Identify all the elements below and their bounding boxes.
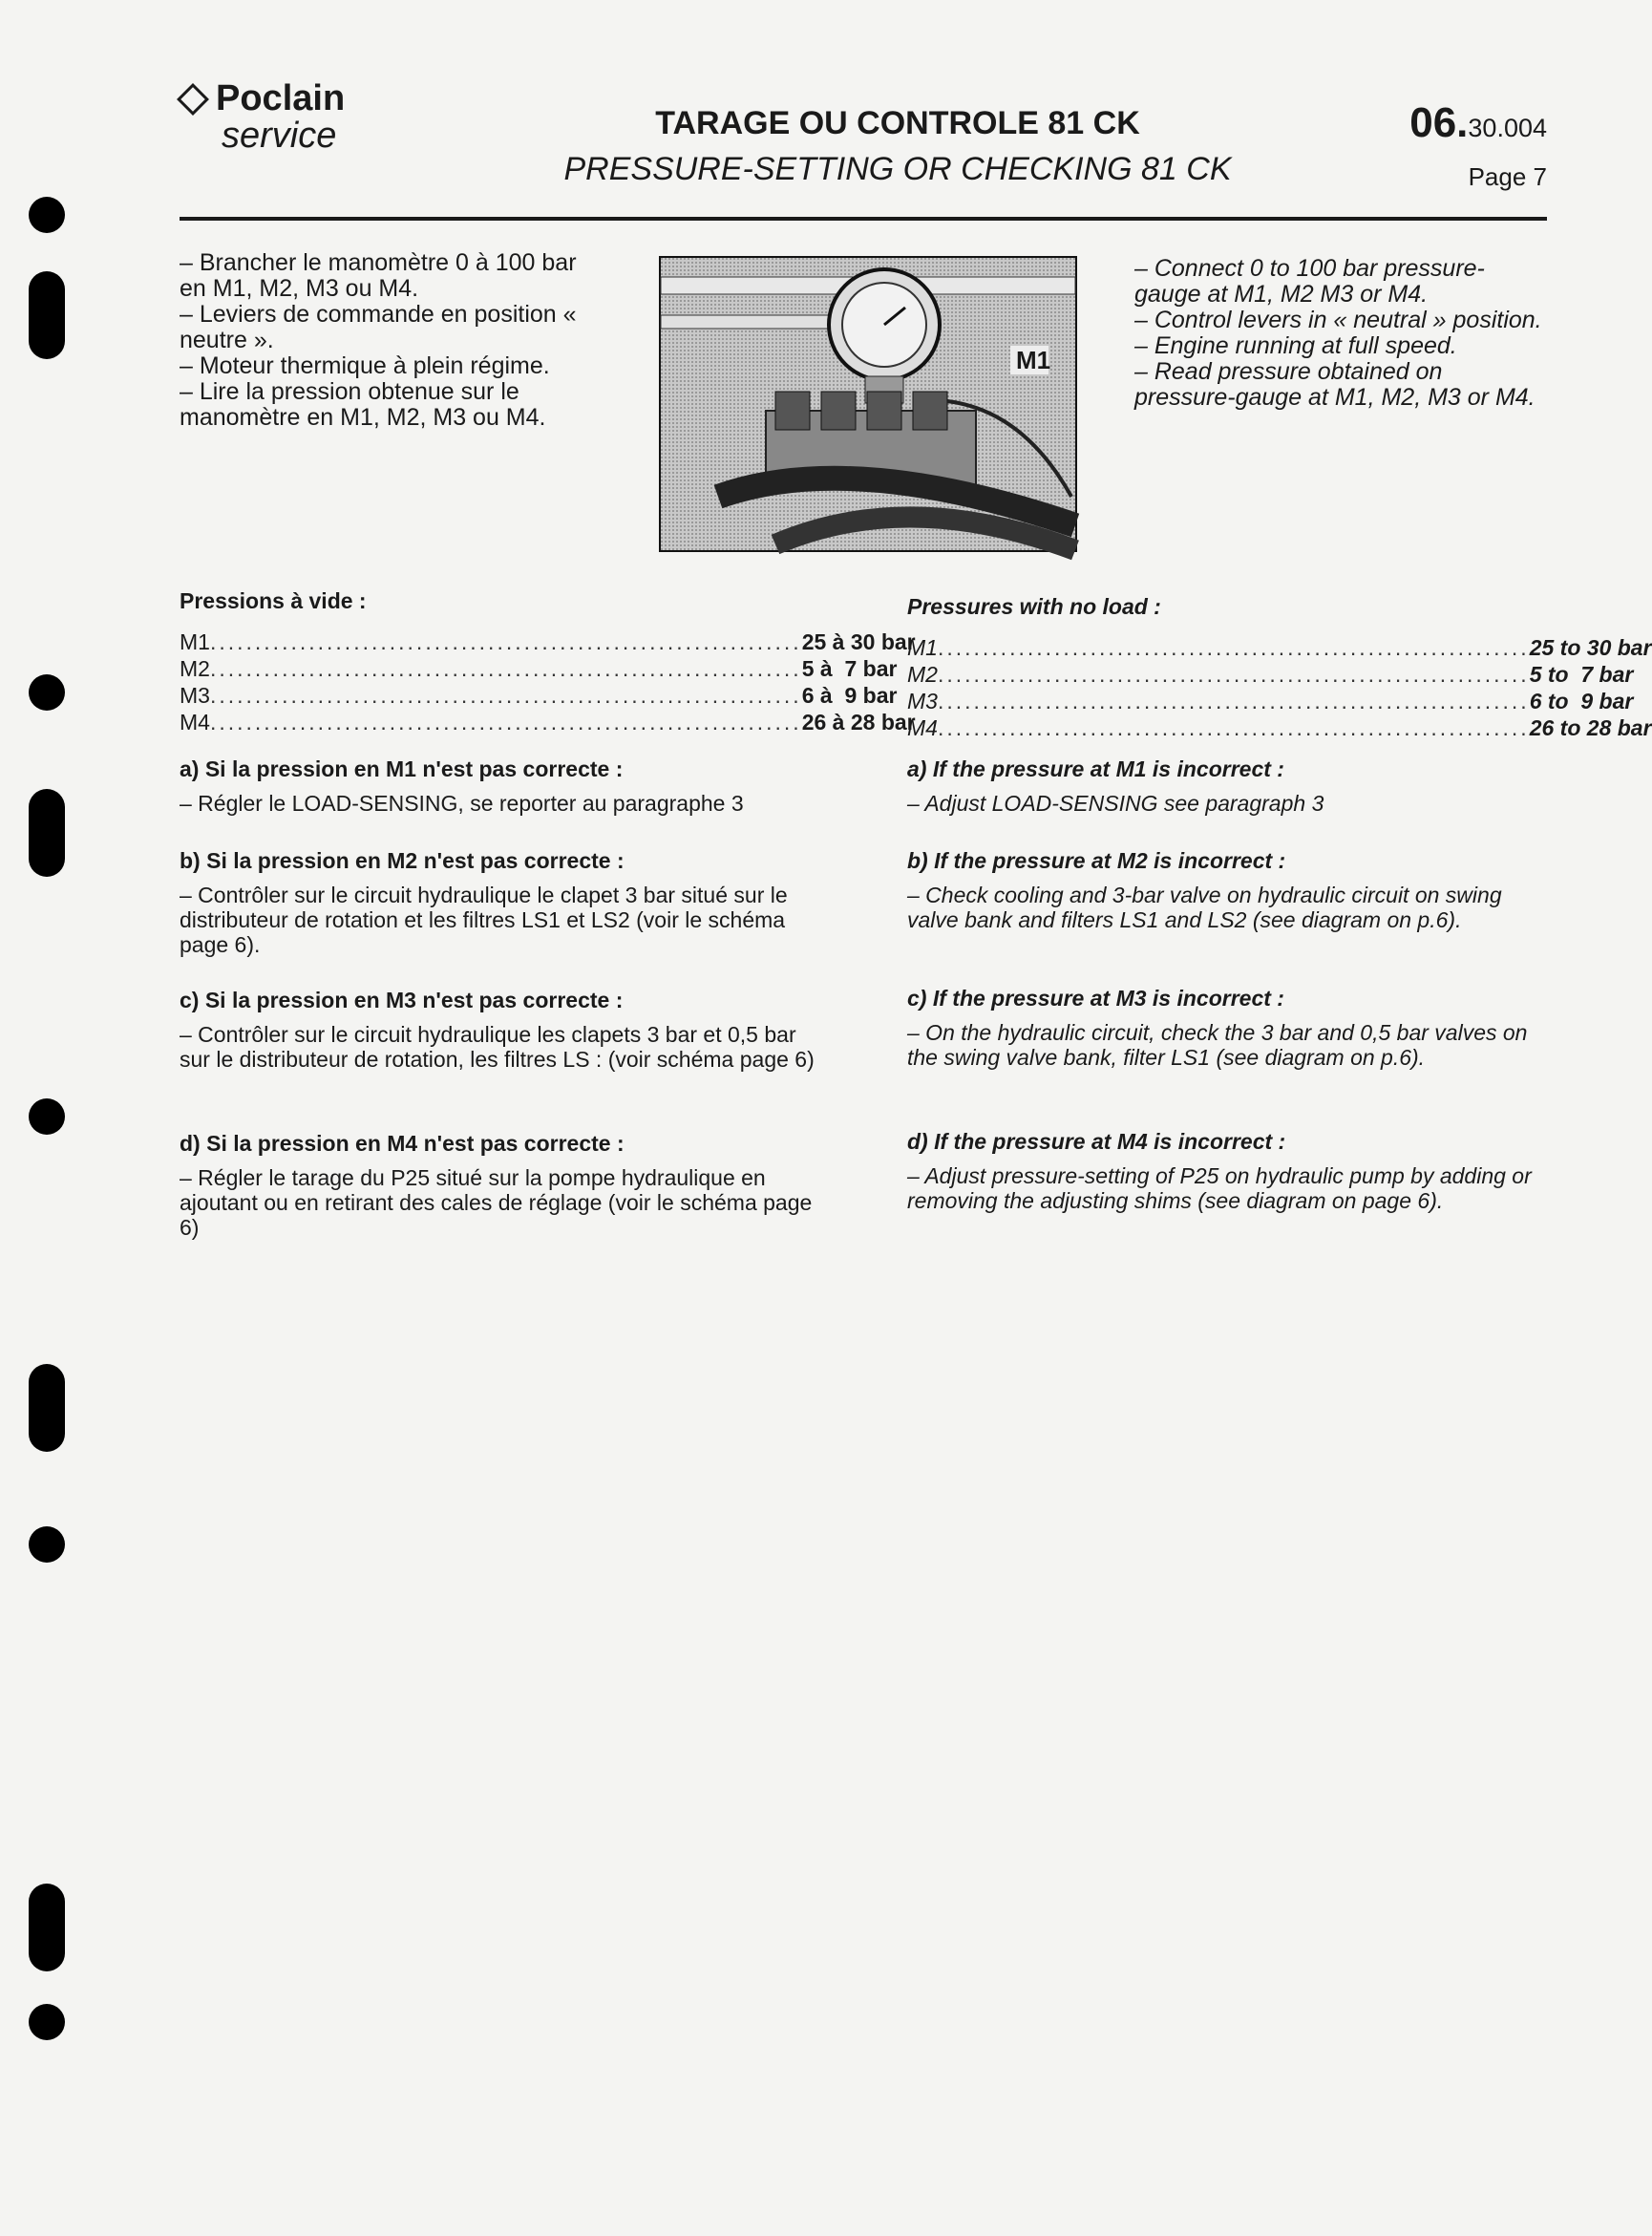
intro-en <box>1134 256 1547 411</box>
pressures-title-en: Pressures with no load : <box>907 594 1161 619</box>
intro-fr <box>180 250 594 431</box>
row-key: M2 <box>907 661 938 687</box>
row-key: M4 <box>180 709 210 735</box>
intro-fr-line: – Lire la pression obtenue sur le manomètre en M1, M2, M3 ou M4. <box>180 378 546 431</box>
intro-en-line: – Control levers in « neutral » position. <box>1134 307 1542 333</box>
poclain-logo <box>181 78 345 157</box>
binder-hole <box>29 2004 65 2040</box>
brand-name: Poclain <box>216 78 346 118</box>
table-row <box>907 661 1634 688</box>
leader-dots: .................................................................. <box>937 714 1530 740</box>
table-row <box>907 714 1652 741</box>
pressure-table-fr <box>180 628 916 735</box>
table-row <box>907 688 1634 714</box>
row-value: 26 to 28 bar <box>1529 714 1652 740</box>
section-b-body-en: – Check cooling and 3-bar valve on hydraulic circuit on swing valve bank and filters LS1 and LS2 (see diagram on p.6). <box>907 883 1502 932</box>
section-d-heading-en: d) If the pressure at M4 is incorrect : <box>907 1129 1286 1154</box>
section-a-body-fr: – Régler le LOAD-SENSING, se reporter au paragraphe 3 <box>180 791 744 816</box>
row-key: M1 <box>907 634 938 660</box>
section-b-body-fr: – Contrôler sur le circuit hydraulique le clapet 3 bar situé sur le distributeur de rotation et les filtres LS1 et LS2 (voir le schéma page 6). <box>180 883 788 957</box>
binder-hole <box>29 1884 65 1971</box>
table-row <box>907 634 1652 661</box>
section-d-body-en: – Adjust pressure-setting of P25 on hydraulic pump by adding or removing the adjusting shims (see diagram on page 6). <box>907 1163 1532 1213</box>
leader-dots: .................................................................. <box>209 628 802 654</box>
section-c-body-fr: – Contrôler sur le circuit hydraulique les clapets 3 bar et 0,5 bar sur le distributeur de rotation, les filtres LS : (voir schéma page 6) <box>180 1022 815 1072</box>
doc-number-sub: 30.004 <box>1468 114 1547 142</box>
row-value: 25 to 30 bar <box>1529 634 1652 660</box>
binder-hole <box>29 1364 65 1452</box>
intro-fr-line: – Brancher le manomètre 0 à 100 bar en M1, M2, M3 ou M4. <box>180 249 577 302</box>
row-key: M3 <box>907 688 938 713</box>
brand-subtitle: service <box>222 116 337 156</box>
section-a-heading-en: a) If the pressure at M1 is incorrect : <box>907 756 1284 781</box>
binder-hole <box>29 789 65 877</box>
section-b-heading-fr: b) Si la pression en M2 n'est pas correcte : <box>180 848 625 873</box>
row-key: M3 <box>180 682 210 708</box>
document-number <box>1409 99 1547 147</box>
row-value: 5 à 7 bar <box>801 655 898 681</box>
diamond-icon <box>177 83 209 116</box>
row-value: 5 to 7 bar <box>1529 661 1634 687</box>
section-d-body-fr: – Régler le tarage du P25 situé sur la pompe hydraulique en ajoutant ou en retirant des cales de réglage (voir le schéma page 6) <box>180 1165 813 1240</box>
leader-dots: .................................................................. <box>937 661 1530 687</box>
row-value: 25 à 30 bar <box>801 628 916 654</box>
doc-number-main: 06. <box>1409 99 1469 146</box>
section-c-body-en: – On the hydraulic circuit, check the 3 bar and 0,5 bar valves on the swing valve bank, filter LS1 (see diagram on p.6). <box>907 1020 1528 1070</box>
page-title-en: PRESSURE-SETTING OR CHECKING 81 CK <box>563 151 1232 187</box>
pressures-title-fr: Pressions à vide : <box>180 588 367 613</box>
intro-fr-line: – Moteur thermique à plein régime. <box>180 352 550 379</box>
binder-hole <box>29 197 65 233</box>
row-key: M2 <box>180 655 210 681</box>
binder-hole <box>29 1526 65 1563</box>
row-key: M1 <box>180 628 210 654</box>
page-number: Page 7 <box>1468 162 1547 191</box>
binder-hole <box>29 674 65 711</box>
leader-dots: .................................................................. <box>209 682 802 708</box>
row-value: 6 to 9 bar <box>1529 688 1634 713</box>
leader-dots: .................................................................. <box>209 655 802 681</box>
page-title-fr: TARAGE OU CONTROLE 81 CK <box>655 105 1140 141</box>
row-value: 26 à 28 bar <box>801 709 916 735</box>
intro-en-line: – Connect 0 to 100 bar pressure-gauge at M1, M2 M3 or M4. <box>1134 255 1485 308</box>
leader-dots: .................................................................. <box>209 709 802 735</box>
leader-dots: .................................................................. <box>937 634 1530 660</box>
intro-fr-line: – Leviers de commande en position « neutre ». <box>180 301 577 353</box>
section-b-heading-en: b) If the pressure at M2 is incorrect : <box>907 848 1286 873</box>
section-d-heading-fr: d) Si la pression en M4 n'est pas correcte : <box>180 1131 625 1156</box>
photo-label-m1: M1 <box>1016 346 1051 374</box>
section-c-heading-fr: c) Si la pression en M3 n'est pas correcte : <box>180 988 624 1012</box>
section-a-body-en: – Adjust LOAD-SENSING see paragraph 3 <box>907 791 1324 816</box>
table-row <box>180 655 898 682</box>
pressure-table-en <box>907 634 1652 741</box>
binder-hole <box>29 1098 65 1135</box>
header-divider <box>180 217 1547 221</box>
row-key: M4 <box>907 714 938 740</box>
binder-hole <box>29 271 65 359</box>
table-row <box>180 682 898 709</box>
section-a-heading-fr: a) Si la pression en M1 n'est pas correcte : <box>180 756 624 781</box>
row-value: 6 à 9 bar <box>801 682 898 708</box>
leader-dots: .................................................................. <box>937 688 1530 713</box>
table-row <box>180 628 916 655</box>
intro-en-line: – Engine running at full speed. <box>1134 332 1457 359</box>
table-row <box>180 709 916 735</box>
section-c-heading-en: c) If the pressure at M3 is incorrect : <box>907 986 1284 1011</box>
valve-bank-illustration <box>661 258 1075 550</box>
gauge-photo <box>659 256 1077 552</box>
intro-en-line: – Read pressure obtained on pressure-gauge at M1, M2, M3 or M4. <box>1134 358 1536 411</box>
